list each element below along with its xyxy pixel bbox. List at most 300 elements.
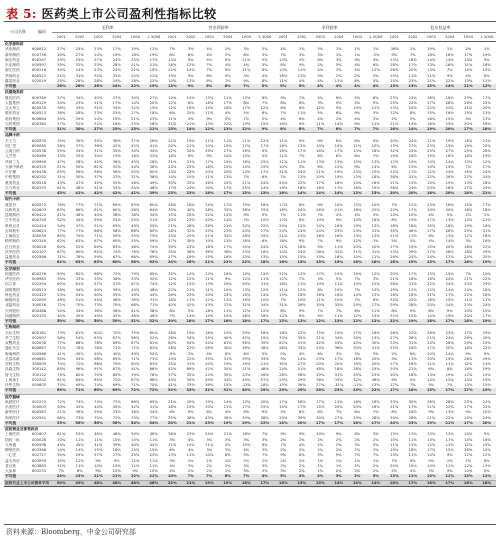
value-cell: 18% (427, 298, 436, 302)
value-cell: 11% (168, 442, 177, 447)
value-cell: 8% (280, 63, 287, 67)
value-cell: 13% (408, 180, 417, 185)
value-cell: 26% (168, 202, 177, 207)
value-cell: 13% (279, 68, 288, 73)
value-cell: 22% (260, 223, 269, 228)
value-cell: 42% (149, 442, 158, 447)
value-cell: 28% (168, 346, 177, 351)
company-code: 600252 (32, 175, 47, 180)
value-cell: 33% (94, 63, 103, 67)
company-code: 000623 (32, 228, 47, 233)
value-cell: 40% (186, 207, 195, 212)
value-cell: 4% (428, 213, 435, 217)
company-code: 000756 (32, 52, 47, 57)
value-cell: 24% (445, 282, 454, 287)
value-cell: 52% (57, 218, 66, 223)
value-cell: 17% (223, 244, 232, 249)
value-cell: 72% (112, 415, 121, 420)
value-cell: 70% (75, 303, 84, 308)
value-cell: 1% (335, 463, 342, 468)
value-cell: 30% (316, 372, 325, 377)
value-cell: 25% (408, 149, 417, 153)
value-cell: 11% (427, 362, 436, 366)
value-cell: 34% (75, 149, 84, 153)
value-cell: 3% (261, 469, 268, 473)
company-name: 中恒集团 (5, 175, 20, 180)
value-cell: 38% (186, 415, 195, 420)
value-cell: 2% (206, 463, 213, 468)
value-cell: 16% (427, 116, 436, 121)
value-cell: 17% (279, 202, 288, 207)
value-cell: 49% (149, 180, 158, 185)
value-cell: 3% (372, 351, 379, 356)
value-cell: 35% (75, 138, 84, 143)
company-name: 沃华医药 (5, 249, 20, 254)
value-cell: 37% (223, 303, 232, 308)
category-label: 品牌中药 (4, 133, 496, 139)
value-cell: 16% (353, 356, 362, 361)
value-cell: 13% (168, 170, 177, 174)
value-cell: 13% (353, 202, 362, 207)
value-cell: 11% (334, 282, 343, 287)
value-cell: 4% (256, 474, 275, 480)
value-cell: 16% (367, 260, 386, 266)
value-cell: 19% (390, 73, 399, 78)
value-cell: 26% (168, 292, 177, 297)
value-cell: 35% (168, 271, 177, 276)
value-cell: 21% (390, 180, 399, 185)
value-cell: 18% (297, 185, 306, 190)
value-cell: 14% (186, 313, 195, 318)
company-code: 600085 (32, 143, 47, 148)
value-cell: 3% (317, 52, 324, 57)
value-cell: 42% (131, 143, 140, 148)
value-cell: 29% (279, 377, 288, 382)
value-cell: 22% (390, 346, 399, 351)
value-cell: 73% (94, 303, 103, 308)
value-cell: 11% (279, 138, 288, 143)
value-cell: 29% (297, 377, 306, 382)
value-cell: 3% (280, 469, 287, 473)
value-cell: 5% (446, 213, 453, 217)
value-cell: 7% (243, 218, 250, 223)
value-cell: 33% (57, 154, 66, 159)
category-label: 化学原料药 (4, 42, 496, 48)
value-cell: 21% (316, 170, 325, 174)
value-cell: 24% (297, 228, 306, 233)
value-cell: 7% (237, 474, 256, 480)
value-cell: 19% (149, 68, 158, 73)
value-cell: 43% (75, 313, 84, 318)
value-cell: 8% (298, 106, 305, 110)
value-cell: 54% (126, 421, 145, 427)
value-cell: 15% (482, 68, 491, 73)
value-cell: 53% (334, 341, 343, 345)
value-cell: 38% (260, 346, 269, 351)
value-cell: 17% (482, 313, 491, 318)
value-cell: 6% (354, 410, 361, 415)
value-cell: 23% (149, 78, 158, 83)
company-code: 000028 (32, 437, 47, 442)
value-cell: 60% (108, 260, 127, 266)
value-cell: 3% (169, 437, 176, 442)
value-cell: 18% (427, 95, 436, 100)
value-cell: 22% (367, 388, 386, 394)
value-cell: 16% (242, 292, 251, 297)
value-cell: 25% (482, 185, 491, 190)
value-cell: 13% (297, 271, 306, 276)
value-cell: 11% (390, 442, 399, 447)
value-cell: 10% (186, 442, 195, 447)
company-name: 平均值 (4, 388, 32, 394)
value-cell: 57% (260, 377, 269, 382)
value-cell: 47% (75, 180, 84, 185)
value-cell: 15% (237, 191, 256, 197)
value-cell: 3% (187, 463, 194, 468)
value-cell: 12% (242, 277, 251, 281)
company-code: 002107 (32, 249, 47, 254)
company-code: 600161 (32, 330, 47, 335)
value-cell: 20% (279, 415, 288, 420)
value-cell: 10% (371, 282, 380, 287)
value-cell: 34% (57, 138, 66, 143)
value-cell: 20% (404, 191, 423, 197)
value-cell: 19% (464, 143, 473, 148)
value-cell: 11% (408, 437, 417, 442)
value-cell: 9% (182, 84, 201, 90)
value-cell: 48% (57, 287, 66, 292)
value-cell: 85% (57, 367, 66, 372)
value-cell: 11% (279, 287, 288, 292)
value-cell: 15% (94, 448, 103, 452)
value-cell: 16% (334, 223, 343, 228)
value-cell: 14% (205, 313, 214, 318)
value-cell: 20% (371, 362, 380, 366)
value-cell: 17% (390, 362, 399, 366)
value-cell: 36% (94, 143, 103, 148)
value-cell: 21% (427, 138, 436, 143)
value-cell: 2% (354, 469, 361, 473)
value-cell: 9% (354, 121, 361, 126)
value-cell: 45% (75, 351, 84, 356)
value-cell: 42% (89, 191, 108, 197)
value-cell: 8% (261, 95, 268, 100)
value-cell: 24% (408, 138, 417, 143)
value-cell: 16% (408, 346, 417, 351)
value-cell: 10% (279, 164, 288, 169)
value-cell: 15% (427, 223, 436, 228)
value-cell: 22% (482, 277, 491, 281)
value-cell: 15% (445, 313, 454, 318)
value-cell: 6% (391, 164, 398, 169)
value-cell: 12% (260, 138, 269, 143)
value-cell: 17% (353, 330, 362, 335)
value-cell: 36% (205, 249, 214, 254)
value-cell: 9% (95, 458, 102, 463)
value-cell: 2% (224, 47, 231, 52)
value-cell: 5% (372, 73, 379, 78)
value-cell: 8% (280, 100, 287, 105)
value-cell: 11% (205, 277, 214, 281)
value-cell: 25% (168, 234, 177, 238)
value-cell: 16% (316, 149, 325, 153)
value-cell: 15% (279, 292, 288, 297)
value-cell: 21% (145, 127, 164, 133)
company-code: 600789 (32, 95, 47, 100)
value-cell: 3% (354, 442, 361, 447)
header-year: 1-3Q06 (256, 33, 275, 42)
value-cell: 34% (186, 149, 195, 153)
company-code: 002422 (32, 292, 47, 297)
value-cell: 12% (348, 319, 367, 325)
value-cell: 16% (371, 180, 380, 185)
value-cell: 16% (316, 185, 325, 190)
value-cell: 12% (260, 106, 269, 110)
value-cell: 11% (149, 437, 158, 442)
value-cell: 24% (279, 228, 288, 233)
value-cell: 21% (260, 362, 269, 366)
value-cell: 27% (149, 95, 158, 100)
value-cell: 18% (205, 164, 214, 169)
value-cell: 41% (57, 213, 66, 217)
value-cell: 58% (75, 170, 84, 174)
value-cell: 10% (408, 106, 417, 110)
value-cell: 11% (297, 159, 306, 164)
value-cell: 8% (261, 68, 268, 73)
value-cell: 20% (223, 170, 232, 174)
value-cell: 11% (242, 57, 251, 62)
value-cell: 25% (260, 159, 269, 164)
value-cell: 54% (205, 341, 214, 345)
value-cell: 13% (371, 335, 380, 340)
value-cell: 24% (297, 249, 306, 254)
value-cell: 9% (280, 432, 287, 437)
value-cell: 7% (280, 111, 287, 116)
value-cell: 13% (408, 164, 417, 169)
value-cell: 1% (317, 458, 324, 463)
value-cell: 10% (57, 458, 66, 463)
value-cell: 24% (408, 185, 417, 190)
value-cell: 30% (316, 303, 325, 308)
value-cell: 7% (206, 68, 213, 73)
value-cell: 25% (445, 121, 454, 126)
value-cell: 14% (445, 287, 454, 292)
value-cell: 12% (293, 319, 312, 325)
company-name: 联环药业 (5, 111, 20, 116)
value-cell: 39% (112, 287, 121, 292)
value-cell: 82% (149, 346, 158, 351)
company-code: 300016 (32, 303, 47, 308)
value-cell: 19% (427, 47, 436, 52)
value-cell: 23% (75, 100, 84, 105)
value-cell: 41% (149, 143, 158, 148)
value-cell: 6% (261, 175, 268, 180)
value-cell: 14% (330, 191, 349, 197)
value-cell: 4% (169, 463, 176, 468)
value-cell: 6% (372, 298, 379, 302)
value-cell: 29% (464, 341, 473, 345)
value-cell: 12% (205, 213, 214, 217)
value-cell: 24% (94, 116, 103, 121)
value-cell: 29% (293, 388, 312, 394)
value-cell: 13% (168, 57, 177, 62)
value-cell: 17% (408, 405, 417, 409)
value-cell: 25% (482, 143, 491, 148)
value-cell: 65% (149, 228, 158, 233)
value-cell: 44% (131, 164, 140, 169)
value-cell: 26% (260, 372, 269, 377)
value-cell: 15% (316, 405, 325, 409)
value-cell: -13% (241, 383, 252, 387)
value-cell: 16% (445, 63, 454, 67)
value-cell: 4% (280, 116, 287, 121)
value-cell: 14% (445, 351, 454, 356)
value-cell: 81% (57, 377, 66, 382)
value-cell: 21% (57, 73, 66, 78)
value-cell: 4% (317, 78, 324, 83)
value-cell: 31% (242, 303, 251, 308)
value-cell: 29% (353, 415, 362, 420)
value-cell: 63% (89, 260, 108, 266)
value-cell: 20% (390, 372, 399, 377)
value-cell: 13% (168, 453, 177, 458)
company-name: 云南白药 (5, 149, 20, 153)
value-cell: 13% (464, 383, 473, 387)
value-cell: 51% (75, 298, 84, 302)
value-cell: 15% (149, 106, 158, 110)
value-cell: 13% (297, 234, 306, 238)
value-cell: 4% (298, 57, 305, 62)
value-cell: 16% (459, 480, 478, 486)
value-cell: 5% (391, 356, 398, 361)
value-cell: 10% (316, 143, 325, 148)
value-cell: 20% (316, 175, 325, 180)
value-cell: 63% (71, 260, 90, 266)
value-cell: 50% (75, 164, 84, 169)
company-name: 通化东宝 (5, 346, 20, 351)
value-cell: 32% (186, 228, 195, 233)
value-cell: 24% (427, 255, 436, 259)
value-cell: 20% (371, 244, 380, 249)
value-cell: 14% (186, 95, 195, 100)
value-cell: 11% (297, 111, 306, 116)
value-cell: 55% (57, 170, 66, 174)
header-year: 2002 (404, 33, 423, 42)
header-year: 1-3Q06 (145, 33, 164, 42)
value-cell: 19% (482, 377, 491, 382)
value-cell: 14% (242, 154, 251, 159)
value-cell: 33% (75, 154, 84, 159)
value-cell: 33% (182, 388, 201, 394)
company-name: 贵州百灵 (5, 223, 20, 228)
value-cell: 14% (223, 399, 232, 404)
value-cell: 28% (311, 388, 330, 394)
value-cell: 17% (464, 330, 473, 335)
top-rule (4, 21, 496, 22)
header-code: 编码 (32, 23, 52, 42)
value-cell: 7% (280, 175, 287, 180)
value-cell: 34% (149, 149, 158, 153)
value-cell: 9% (243, 78, 250, 83)
value-cell: 74% (94, 383, 103, 387)
value-cell: 25% (371, 367, 380, 372)
value-cell: 13% (427, 372, 436, 377)
value-cell: 36% (57, 111, 66, 116)
value-cell: 3% (187, 351, 194, 356)
value-cell: 29% (353, 303, 362, 308)
value-cell: 18% (445, 52, 454, 57)
value-cell: 16% (408, 362, 417, 366)
value-cell: 10% (390, 437, 399, 442)
value-cell: 19% (482, 271, 491, 276)
value-cell: 27% (223, 149, 232, 153)
value-cell: 8% (354, 432, 361, 437)
value-cell: 10% (353, 282, 362, 287)
value-cell: 41% (71, 191, 90, 197)
value-cell: 20% (427, 303, 436, 308)
value-cell: 18% (408, 57, 417, 62)
value-cell: 27% (427, 100, 436, 105)
value-cell: 31% (482, 228, 491, 233)
value-cell: 24% (482, 415, 491, 420)
value-cell: 39% (297, 415, 306, 420)
value-cell: 1% (317, 463, 324, 468)
value-cell: 66% (131, 399, 140, 404)
value-cell: 40% (223, 346, 232, 351)
value-cell: 31% (408, 175, 417, 180)
value-cell: 16% (482, 223, 491, 228)
company-name: 平均值 (4, 319, 32, 325)
value-cell: 13% (464, 95, 473, 100)
value-cell: 12% (445, 377, 454, 382)
value-cell: 24% (163, 260, 182, 266)
company-name: 沃森生物 (5, 367, 20, 372)
value-cell: 48% (145, 480, 164, 486)
value-cell: 18% (390, 63, 399, 67)
value-cell: 14% (205, 271, 214, 276)
value-cell: 27% (94, 453, 103, 458)
value-cell: 7% (465, 458, 472, 463)
value-cell: 53% (131, 218, 140, 223)
company-name: 太极集团 (5, 100, 20, 105)
value-cell: 7% (391, 202, 398, 207)
source-note: 资料来源：Bloomberg，中金公司研究部 (6, 528, 136, 536)
value-cell: 43% (223, 377, 232, 382)
value-cell: 44% (242, 377, 251, 382)
value-cell: 6% (354, 308, 361, 313)
value-cell: 12% (478, 84, 497, 90)
value-cell: 18% (408, 277, 417, 281)
value-cell: 15% (205, 255, 214, 259)
company-code: 600535 (32, 138, 47, 143)
value-cell: 41% (94, 442, 103, 447)
value-cell: 17% (482, 202, 491, 207)
value-cell: 15% (427, 111, 436, 116)
value-cell: 17% (112, 100, 121, 105)
value-cell: 10% (112, 469, 121, 473)
value-cell: 13% (242, 170, 251, 174)
value-cell: 20% (163, 421, 182, 427)
value-cell: 17% (441, 480, 460, 486)
value-cell: 23% (427, 202, 436, 207)
value-cell: 14% (75, 448, 84, 452)
value-cell: 41% (149, 405, 158, 409)
company-code: 002349 (32, 239, 47, 244)
value-cell: 10% (186, 175, 195, 180)
value-cell: 4% (428, 239, 435, 244)
value-cell: 77% (149, 415, 158, 420)
value-cell: 68% (75, 341, 84, 345)
